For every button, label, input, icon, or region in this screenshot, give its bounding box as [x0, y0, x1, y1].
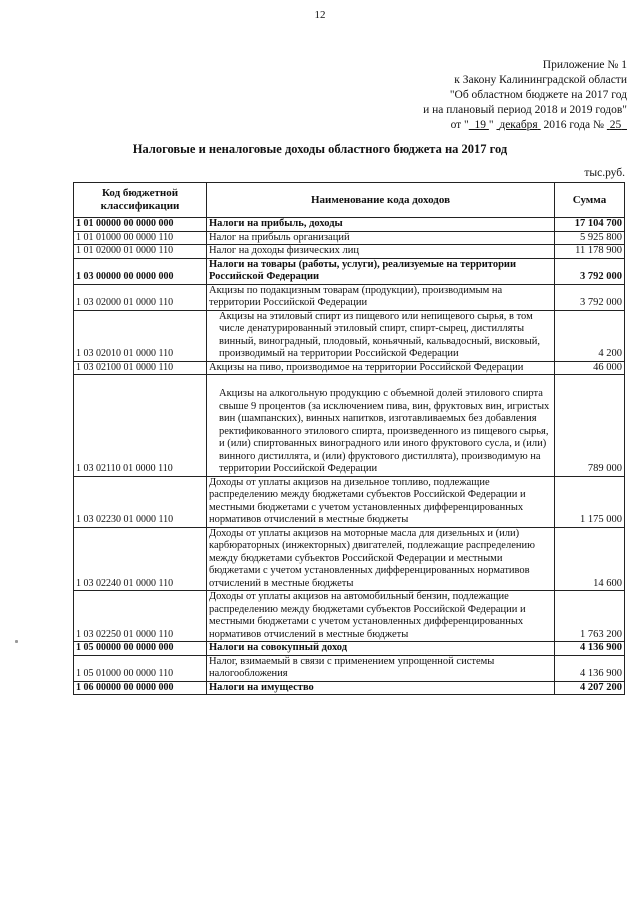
row-code: 1 05 00000 00 0000 000 — [74, 642, 207, 656]
table-row — [74, 258, 625, 284]
table-header-row — [74, 183, 625, 218]
document-title: Налоговые и неналоговые доходы областного бюджета на 2017 год — [132, 142, 508, 156]
table-row — [74, 375, 625, 477]
appendix-block — [423, 58, 627, 133]
table-row — [74, 245, 625, 259]
row-name: Доходы от уплаты акцизов на автомобильный бензин, подлежащие распределению между бюджетами субъектов Российской Федерации и местными бюджетами с учетом установленных дифференцированных нормативов отчислений в местные бюджеты — [207, 591, 555, 642]
row-code: 1 03 02230 01 0000 110 — [74, 476, 207, 527]
row-name: Акцизы по подакцизным товарам (продукции), производимым на территории Российской Федерации — [207, 284, 555, 310]
row-name: Доходы от уплаты акцизов на моторные масла для дизельных и (или) карбюраторных (инжекторных) двигателей, подлежащие распределению между бюджетами субъектов Российской Федерации и местными бюджетами с учетом установленных дифференцированных нормативов отчислений в местные бюджеты — [207, 527, 555, 591]
row-name: Налог, взимаемый в связи с применением упрощенной системы налогообложения — [207, 655, 555, 681]
row-sum: 4 136 900 — [555, 642, 625, 656]
date-mid: " — [488, 119, 494, 131]
row-name: Налоги на совокупный доход — [207, 642, 555, 656]
row-name: Доходы от уплаты акцизов на дизельное топливо, подлежащие распределению между бюджетами субъектов Российской Федерации и местными бюджетами с учетом установленных дифференцированных нормативов отчислений в местные бюджеты — [207, 476, 555, 527]
unit-label: тыс.руб. — [584, 167, 625, 179]
row-name: Акцизы на алкогольную продукцию с объемной долей этилового спирта свыше 9 процентов (за исключением пива, вин, фруктовых вин, игристых вин (шампанских), винных напитков, изготавливаемых без добавления ректификованного этилового спирта, произведенного из пищевого сырья, и (или) спиртованных виноградного или иного фруктового сусла, и (или) винного дистиллята, и (или) фруктового дистиллята), производимую на территории Российской Федерации — [207, 375, 555, 477]
appendix-date-line — [423, 118, 627, 133]
row-sum: 3 792 000 — [555, 258, 625, 284]
row-sum: 4 136 900 — [555, 655, 625, 681]
row-sum: 4 200 — [555, 310, 625, 361]
table-row — [74, 681, 625, 695]
header-code: Код бюджетной классификации — [74, 183, 207, 218]
scan-mark — [15, 640, 18, 643]
row-code: 1 01 01000 00 0000 110 — [74, 231, 207, 245]
row-sum: 1 763 200 — [555, 591, 625, 642]
row-code: 1 03 02110 01 0000 110 — [74, 375, 207, 477]
row-code: 1 03 00000 00 0000 000 — [74, 258, 207, 284]
date-year: 2016 года № — [543, 119, 604, 131]
row-code: 1 01 02000 01 0000 110 — [74, 245, 207, 259]
row-sum: 789 000 — [555, 375, 625, 477]
row-code: 1 03 02000 01 0000 110 — [74, 284, 207, 310]
table-row — [74, 231, 625, 245]
table-row — [74, 476, 625, 527]
header-name: Наименование кода доходов — [207, 183, 555, 218]
row-name: Налоги на прибыль, доходы — [207, 218, 555, 232]
table-row — [74, 361, 625, 375]
date-prefix: от " — [450, 119, 469, 131]
table-row — [74, 284, 625, 310]
row-sum: 14 600 — [555, 527, 625, 591]
date-day: 19 — [474, 119, 487, 131]
row-code: 1 05 01000 00 0000 110 — [74, 655, 207, 681]
table-row — [74, 310, 625, 361]
row-code: 1 03 02250 01 0000 110 — [74, 591, 207, 642]
row-name: Налог на доходы физических лиц — [207, 245, 555, 259]
appendix-line-3: "Об областном бюджете на 2017 год — [449, 89, 627, 101]
header-sum: Сумма — [555, 183, 625, 218]
row-name: Акцизы на этиловый спирт из пищевого или непищевого сырья, в том числе денатурированный этиловый спирт, спирт-сырец, дистилляты винный, виноградный, плодовый, коньячный, кальвадосный, висковый, производимый на территории Российской Федерации — [207, 310, 555, 361]
row-code: 1 06 00000 00 0000 000 — [74, 681, 207, 695]
row-sum: 4 207 200 — [555, 681, 625, 695]
table-row — [74, 218, 625, 232]
row-sum: 11 178 900 — [555, 245, 625, 259]
appendix-line-4: и на плановый период 2018 и 2019 годов" — [423, 104, 627, 116]
row-code: 1 03 02010 01 0000 110 — [74, 310, 207, 361]
row-name: Налоги на товары (работы, услуги), реализуемые на территории Российской Федерации — [207, 258, 555, 284]
appendix-line-2: к Закону Калининградской области — [454, 74, 627, 86]
table-row — [74, 655, 625, 681]
row-sum: 3 792 000 — [555, 284, 625, 310]
table-row — [74, 591, 625, 642]
table-row — [74, 527, 625, 591]
row-sum: 1 175 000 — [555, 476, 625, 527]
revenue-table — [73, 182, 625, 695]
row-code: 1 03 02240 01 0000 110 — [74, 527, 207, 591]
row-name: Акцизы на пиво, производимое на территории Российской Федерации — [207, 361, 555, 375]
law-number: 25 — [609, 119, 622, 131]
page-number: 12 — [314, 9, 326, 21]
row-sum: 46 000 — [555, 361, 625, 375]
appendix-line-1: Приложение № 1 — [542, 59, 627, 71]
row-name: Налог на прибыль организаций — [207, 231, 555, 245]
row-code: 1 01 00000 00 0000 000 — [74, 218, 207, 232]
row-code: 1 03 02100 01 0000 110 — [74, 361, 207, 375]
date-month: декабря — [499, 119, 538, 131]
row-sum: 17 104 700 — [555, 218, 625, 232]
row-name: Налоги на имущество — [207, 681, 555, 695]
table-row — [74, 642, 625, 656]
row-sum: 5 925 800 — [555, 231, 625, 245]
